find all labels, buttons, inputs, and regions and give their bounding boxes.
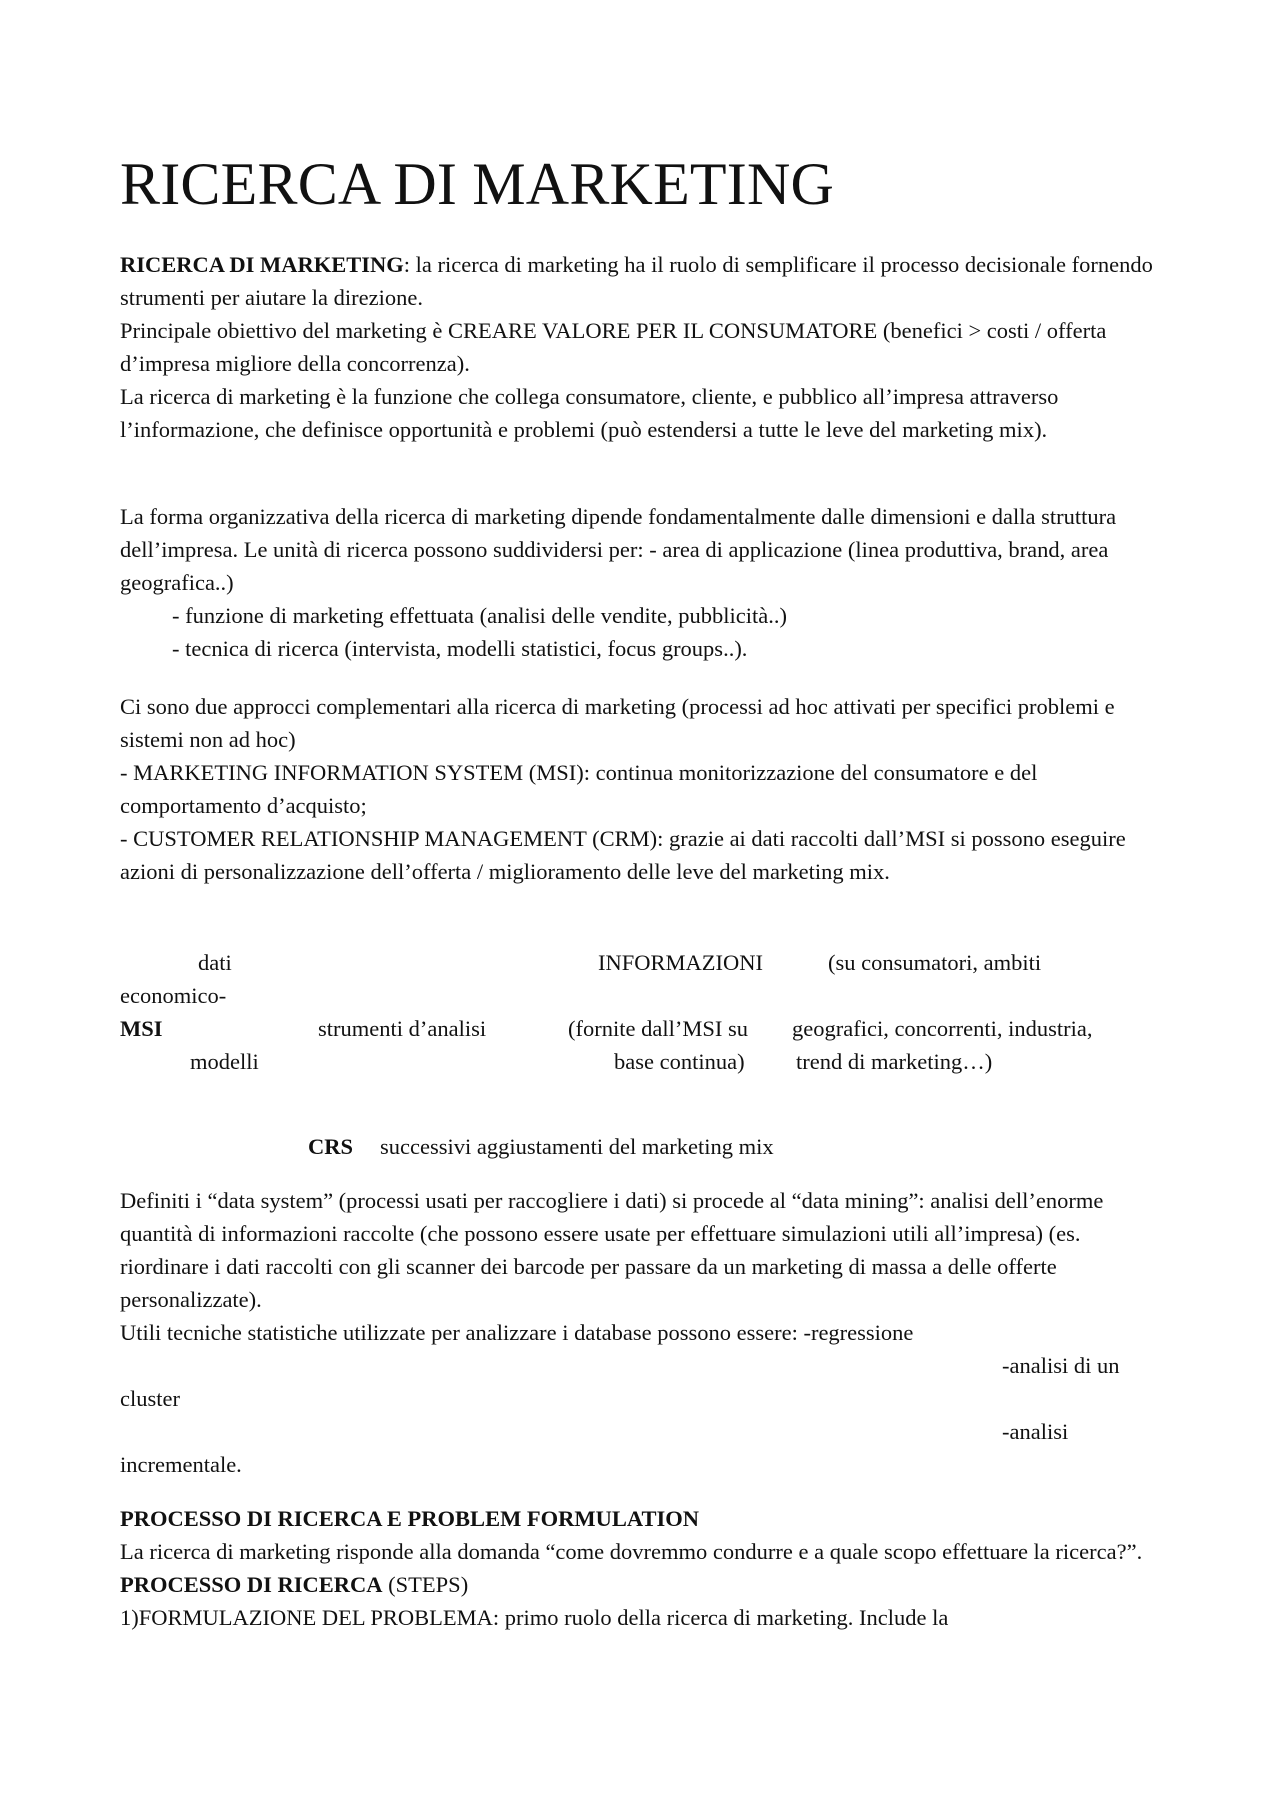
intro-function: La ricerca di marketing è la funzione che collega consumatore, cliente, e pubblico all’impresa attraverso l’informazione, che definisce opportunità e problemi (può estendersi a tutte le leve del marketing mix). xyxy=(120,384,1059,442)
organization-item-technique: - tecnica di ricerca (intervista, modelli statistici, focus groups..). xyxy=(172,636,748,661)
steps-heading-rest: (STEPS) xyxy=(382,1572,469,1597)
section-text: La ricerca di marketing risponde alla domanda “come dovremmo condurre e a quale scopo effettuare la ricerca?”. xyxy=(120,1539,1143,1564)
technique-cluster-b: cluster xyxy=(120,1386,180,1411)
approaches-item-crm: - CUSTOMER RELATIONSHIP MANAGEMENT (CRM): grazie ai dati raccolti dall’MSI si possono eseguire azioni di personalizzazione dell’offerta / miglioramento delle leve del marketing mix. xyxy=(120,826,1126,884)
data-mining-text: Definiti i “data system” (processi usati per raccogliere i dati) si procede al “data mining”: analisi dell’enorme quantità di informazioni raccolte (che possono essere usate per effettuare simulazioni utili all’impresa) (es. riordinare i dati raccolti con gli scanner dei barcode per passare da un marketing di massa a delle offerte personalizzate). xyxy=(120,1188,1104,1312)
diagram-fornite: (fornite dall’MSI su xyxy=(568,1016,748,1041)
research-process-section xyxy=(120,1502,1160,1634)
organization-paragraph xyxy=(120,500,1160,665)
organization-item-function: - funzione di marketing effettuata (analisi delle vendite, pubblicità..) xyxy=(172,603,787,628)
page-title: RICERCA DI MARKETING xyxy=(120,151,835,217)
intro-definition-text: : la ricerca di marketing ha il ruolo di semplificare il processo decisionale fornendo strumenti per aiutare la direzione. xyxy=(120,252,1153,310)
technique-cluster-a: -analisi di un xyxy=(1002,1353,1120,1378)
organization-text: La forma organizzativa della ricerca di marketing dipende fondamentalmente dalle dimensioni e dalla struttura dell’impresa. Le unità di ricerca possono suddividersi per: - area di applicazione (linea produttiva, brand, area geografica..) xyxy=(120,504,1117,595)
steps-heading xyxy=(120,1568,1160,1601)
technique-incremental-b: incrementale. xyxy=(120,1452,242,1477)
diagram-dati: dati xyxy=(198,950,232,975)
steps-heading-bold: PROCESSO DI RICERCA xyxy=(120,1572,383,1597)
intro-objective: Principale obiettivo del marketing è CREARE VALORE PER IL CONSUMATORE (benefici > costi / offerta d’impresa migliore della concorrenza). xyxy=(120,318,1107,376)
section-heading-text: PROCESSO DI RICERCA E PROBLEM FORMULATION xyxy=(120,1506,700,1531)
diagram-geografici: geografici, concorrenti, industria, xyxy=(792,1016,1093,1041)
intro-bold-term: RICERCA DI MARKETING xyxy=(120,252,404,277)
diagram-trend: trend di marketing…) xyxy=(796,1049,993,1074)
approaches-item-msi: - MARKETING INFORMATION SYSTEM (MSI): continua monitorizzazione del consumatore e del comportamento d’acquisto; xyxy=(120,760,1038,818)
diagram-economico: economico- xyxy=(120,983,227,1008)
intro-paragraph xyxy=(120,248,1160,446)
section-heading xyxy=(120,1502,1160,1535)
diagram-strumenti: strumenti d’analisi xyxy=(318,1016,487,1041)
step-1: 1)FORMULAZIONE DEL PROBLEMA: primo ruolo della ricerca di marketing. Include la xyxy=(120,1605,949,1630)
technique-incremental-a: -analisi xyxy=(1002,1419,1069,1444)
data-mining-paragraph xyxy=(120,1184,1160,1349)
diagram-modelli: modelli xyxy=(190,1049,259,1074)
diagram-su-consumatori: (su consumatori, ambiti xyxy=(828,950,1042,975)
diagram-msi: MSI xyxy=(120,1016,163,1041)
diagram-base-continua: base continua) xyxy=(614,1049,745,1074)
diagram-crs: CRS xyxy=(308,1134,354,1159)
techniques-line: Utili tecniche statistiche utilizzate per analizzare i database possono essere: -regressione xyxy=(120,1320,914,1345)
intro-definition xyxy=(120,248,1160,314)
diagram-aggiustamenti: successivi aggiustamenti del marketing mix xyxy=(380,1134,774,1159)
diagram-informazioni: INFORMAZIONI xyxy=(598,950,763,975)
approaches-text: Ci sono due approcci complementari alla ricerca di marketing (processi ad hoc attivati per specifici problemi e sistemi non ad hoc) xyxy=(120,694,1115,752)
approaches-paragraph xyxy=(120,690,1160,888)
